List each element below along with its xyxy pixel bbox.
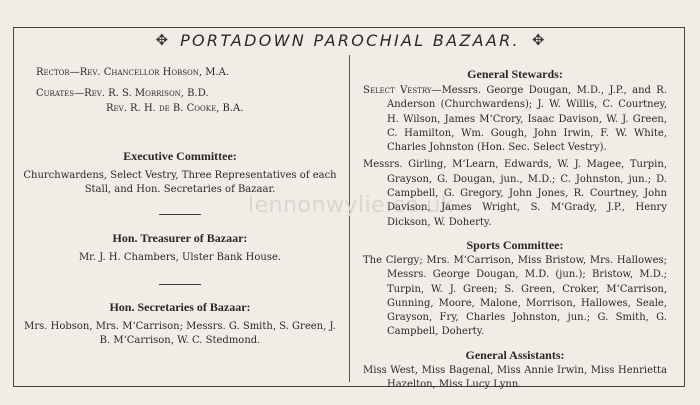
secretaries-text: Mrs. Hobson, Mrs. M‘Carrison; Messrs. G. Smith, S. Green, J. B. M‘Carrison, W. C. Stedmond. [24, 320, 336, 347]
select-vestry-text: —Messrs. George Dougan, M.D., J.P., and R. Anderson (Churchwardens); J. W. Willis, C. Courtney, H. Wilson, James M‘Crory, Isaac Davison, W. J. Green, C. Hamilton, Wm. Gough, John Irwin, F. W. White, Charles Johnston (Hon. Sec. Select Vestry). [387, 85, 667, 154]
sports-text: The Clergy; Mrs. M‘Carrison, Miss Bristow, Mrs. Hallowes; Messrs. George Dougan, M.D. (jun.); Bristow, M.D.; Turpin, W. J. Green; S. Green, Croker, M‘Carrison, Gunning, Moore, Malone, Morrison, Hallowes, Seale, Grayson, Fry, Charles Johnston, jun.; G. Smith, G. Campbell, Doherty. [363, 254, 667, 338]
rule-1 [159, 214, 201, 215]
rule-2 [159, 284, 201, 285]
page-title: PORTADOWN PAROCHIAL BAZAAR. [180, 31, 520, 50]
curate-2: Rev. R. H. de B. Cooke, B.A. [106, 102, 244, 114]
stewards-messrs: Messrs. Girling, M‘Learn, Edwards, W. J. Magee, Turpin, Grayson, G. Dougan, jun., M.D.; C. Johnston, jun.; D. Campbell, G. Gregory, John Jones, R. Courtney, John Davison, James Wright, S. M‘Grady, J.P., Henry Dickson, W. Doherty. [363, 159, 667, 228]
select-vestry-label: Select Vestry [363, 85, 432, 96]
right-column [363, 66, 667, 392]
left-ornament-icon: ✥ [155, 31, 169, 49]
secretaries-heading: Hon. Secretaries of Bazaar: [109, 299, 251, 314]
rector-name: Rev. Chancellor Hobson, M.A. [79, 67, 230, 78]
stewards-select-vestry [363, 84, 667, 155]
curates-line [22, 87, 338, 101]
stewards-heading: General Stewards: [467, 67, 563, 81]
executive-heading: Executive Committee: [123, 148, 237, 163]
left-column [22, 66, 338, 348]
assistants-heading: General Assistants: [465, 347, 565, 362]
sports-heading: Sports Committee: [466, 237, 564, 252]
rector-sep: — [69, 67, 80, 78]
rector-role: Rector [36, 67, 70, 78]
rector-line [22, 66, 338, 80]
curate-1: Rev. R. S. Morrison, B.D. [84, 88, 209, 100]
curates-role: Curates [36, 88, 75, 100]
column-divider [349, 55, 350, 382]
treasurer-heading: Hon. Treasurer of Bazaar: [112, 231, 248, 246]
title-row [0, 31, 700, 55]
curates-sep: — [74, 88, 85, 100]
executive-text: Churchwardens, Select Vestry, Three Representatives of each Stall, and Hon. Secretaries of Bazaar. [23, 169, 337, 196]
treasurer-text: Mr. J. H. Chambers, Ulster Bank House. [78, 252, 282, 264]
right-ornament-icon: ✥ [531, 31, 545, 49]
watermark: lennonwylie.co.uk [248, 193, 455, 218]
assistants-text: Miss West, Miss Bagenal, Miss Annie Irwin, Miss Henrietta Hazelton, Miss Lucy Lynn. [363, 364, 667, 391]
